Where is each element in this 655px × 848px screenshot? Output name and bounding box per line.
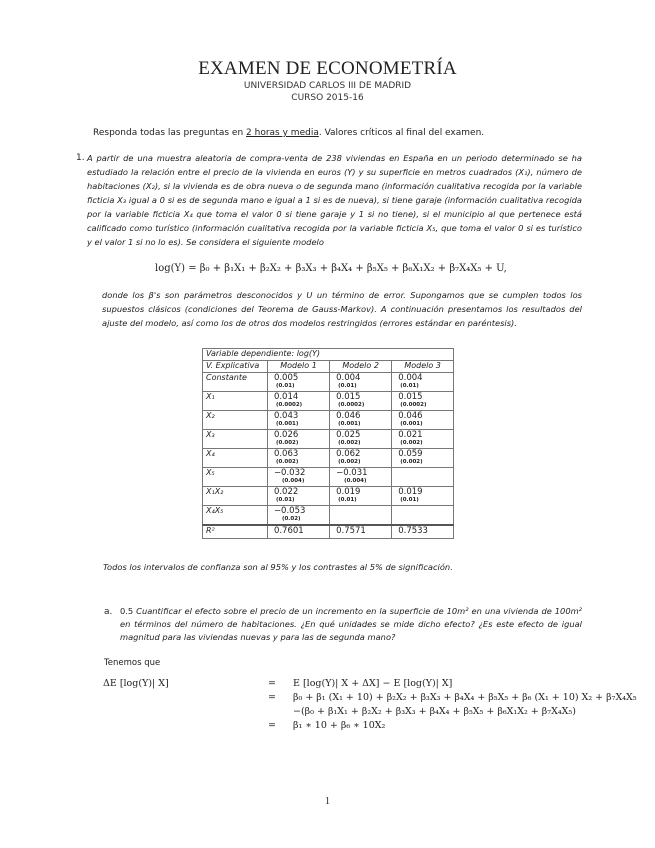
coefficient: 0.046 xyxy=(398,411,423,421)
coefficient: 0.043 xyxy=(273,411,299,421)
coefficient: 0.019 xyxy=(398,487,423,497)
standard-error: (0.02) xyxy=(281,516,301,522)
coefficient: 0.046 xyxy=(336,411,361,421)
standard-error: (0.0002) xyxy=(275,402,303,408)
coefficient: 0.004 xyxy=(398,373,423,383)
column-header: Modelo 2 xyxy=(330,361,392,373)
standard-error: (0.004) xyxy=(344,478,367,484)
dependent-variable-label: Variable dependiente: log(Y) xyxy=(203,349,454,361)
standard-error: (0.0002) xyxy=(338,402,365,408)
coefficient: 0.019 xyxy=(336,487,361,497)
model-description: donde los β's son parámetros desconocidos y U un término de error. Supongamos que se cumplen todos los supuestos clásicos (condiciones del Teorema de Gauss-Markov). A continuación presentamos los resultados del ajuste del modelo, así como los de otros dos modelos restringidos (errores estándar en paréntesis). xyxy=(102,290,582,328)
derivation-rhs: −(β₀ + β₁X₁ + β₂X₂ + β₃X₃ + β₄X₄ + β₅X₅ + β₆X₁X₂ + β₇X₄X₅) xyxy=(293,706,576,717)
part-a-text: Cuantificar el efecto sobre el precio de un incremento en la superficie de 10m² en una vivienda de 100m² en términos del número de habitaciones. ¿En qué unidades se mide dicho efecto? ¿Es este efecto de igual magnitud para las viviendas nuevas y para las de segunda mano? xyxy=(120,606,583,642)
instructions-duration: 2 horas y media xyxy=(246,128,319,138)
standard-error: (0.001) xyxy=(275,421,299,427)
derivation-equals: = xyxy=(268,678,276,689)
coefficient: 0.063 xyxy=(273,449,299,459)
table-row xyxy=(203,487,454,506)
part-letter: a. xyxy=(104,607,113,617)
standard-error: (0.01) xyxy=(400,383,419,389)
instructions-after: . Valores críticos al final del examen. xyxy=(318,128,485,138)
standard-error: (0.002) xyxy=(275,440,299,446)
standard-error: (0.01) xyxy=(400,497,419,503)
exam-title: EXAMEN DE ECONOMETRÍA xyxy=(198,58,457,79)
derivation-equals: = xyxy=(268,692,276,703)
column-header: V. Explicativa xyxy=(203,361,268,373)
model-equation: log(Y) = β₀ + β₁X₁ + β₂X₂ + β₃X₃ + β₄X₄ + β₅X₅ + β₆X₁X₂ + β₇X₄X₅ + U, xyxy=(155,263,507,274)
coefficient: 0.059 xyxy=(398,449,423,459)
instructions-before: Responda todas las preguntas en xyxy=(93,128,247,138)
significance-note: Todos los intervalos de confianza son al 95% y los contrastes al 5% de significación. xyxy=(103,562,453,572)
standard-error: (0.0002) xyxy=(400,402,427,408)
instructions xyxy=(93,128,484,138)
table-row xyxy=(203,373,454,392)
question-number: 1. xyxy=(76,153,85,163)
question-intro: A partir de una muestra aleatoria de compra-venta de 238 viviendas en España en un periodo determinado se ha estudiado la relación entre el precio de la vivienda en euros (Y) y su superficie en metros cuadrados (X₁), número de habitaciones (X₂), si la vivienda es de obra nueva o de segunda mano (información cualitativa recogida por la variable ficticia X₃ igual a 0 si es de segunda mano e igual a 1 si es de nueva), si tiene garaje (información cualitativa recogida por la variable ficticia X₄ que toma el valor 0 si tiene garaje y 1 si no tiene), si el municipio al que pertenece está calificado como turístico (información cualitativa recogida por la variable ficticia X₅, que toma el valor 0 si es turístico y el valor 1 si no lo es). Se considera el siguiente modelo xyxy=(87,153,582,247)
table-row xyxy=(203,468,454,487)
variable-name: X₄ xyxy=(203,449,268,468)
part-points: 0.5 xyxy=(120,606,134,616)
standard-error: (0.004) xyxy=(281,478,305,484)
variable-name: Constante xyxy=(203,373,268,392)
variable-name: X₂ xyxy=(203,411,268,430)
r-squared-label: R² xyxy=(203,525,268,539)
coefficient: 0.021 xyxy=(398,430,423,440)
coefficient: 0.004 xyxy=(336,373,361,383)
table-row xyxy=(203,430,454,449)
standard-error: (0.001) xyxy=(400,421,423,427)
standard-error: (0.01) xyxy=(275,497,295,503)
coefficient: 0.005 xyxy=(273,373,299,383)
derivation-rhs: β₁ ∗ 10 + β₆ ∗ 10X₂ xyxy=(293,720,386,731)
variable-name: X₄X₅ xyxy=(203,506,268,526)
variable-name: X₁X₂ xyxy=(203,487,268,506)
standard-error: (0.002) xyxy=(275,459,299,465)
regression-results-table xyxy=(202,348,454,539)
coefficient: 0.015 xyxy=(336,392,361,402)
table-row xyxy=(203,392,454,411)
derivation-lhs: ΔE [log(Y)| X] xyxy=(103,678,169,689)
standard-error: (0.001) xyxy=(338,421,361,427)
variable-name: X₁ xyxy=(203,392,268,411)
table-row xyxy=(203,449,454,468)
standard-error: (0.01) xyxy=(338,383,357,389)
part-a-question xyxy=(120,605,582,644)
page-number: 1 xyxy=(325,796,330,807)
standard-error: (0.002) xyxy=(400,440,423,446)
standard-error: (0.002) xyxy=(338,440,361,446)
r-squared-value: 0.7571 xyxy=(330,525,392,539)
coefficient: 0.026 xyxy=(273,430,299,440)
standard-error: (0.002) xyxy=(338,459,361,465)
derivation-rhs: β₀ + β₁ (X₁ + 10) + β₂X₂ + β₃X₃ + β₄X₄ + β₅X₅ + β₆ (X₁ + 10) X₂ + β₇X₄X₅ xyxy=(293,692,637,703)
coefficient: −0.053 xyxy=(273,506,306,516)
answer-lead: Tenemos que xyxy=(104,658,161,668)
coefficient: 0.062 xyxy=(336,449,361,459)
standard-error: (0.01) xyxy=(338,497,357,503)
derivation-rhs: E [log(Y)| X + ΔX] − E [log(Y)| X] xyxy=(293,678,453,689)
variable-name: X₃ xyxy=(203,430,268,449)
column-header: Modelo 1 xyxy=(267,361,329,373)
coefficient: −0.031 xyxy=(336,468,368,478)
coefficient: 0.022 xyxy=(273,487,299,497)
course-year: CURSO 2015-16 xyxy=(291,93,364,103)
table-row xyxy=(203,506,454,526)
coefficient: 0.025 xyxy=(336,430,361,440)
column-header: Modelo 3 xyxy=(392,361,454,373)
coefficient: 0.015 xyxy=(398,392,423,402)
standard-error: (0.01) xyxy=(275,383,295,389)
standard-error: (0.002) xyxy=(400,459,423,465)
variable-name: X₅ xyxy=(203,468,268,487)
derivation-equals: = xyxy=(268,720,276,731)
table-row xyxy=(203,411,454,430)
university-name: UNIVERSIDAD CARLOS III DE MADRID xyxy=(243,81,412,91)
coefficient: 0.014 xyxy=(273,392,299,402)
r-squared-value: 0.7601 xyxy=(267,525,329,539)
r-squared-value: 0.7533 xyxy=(392,525,454,539)
coefficient: −0.032 xyxy=(273,468,306,478)
r-squared-row xyxy=(203,525,454,539)
